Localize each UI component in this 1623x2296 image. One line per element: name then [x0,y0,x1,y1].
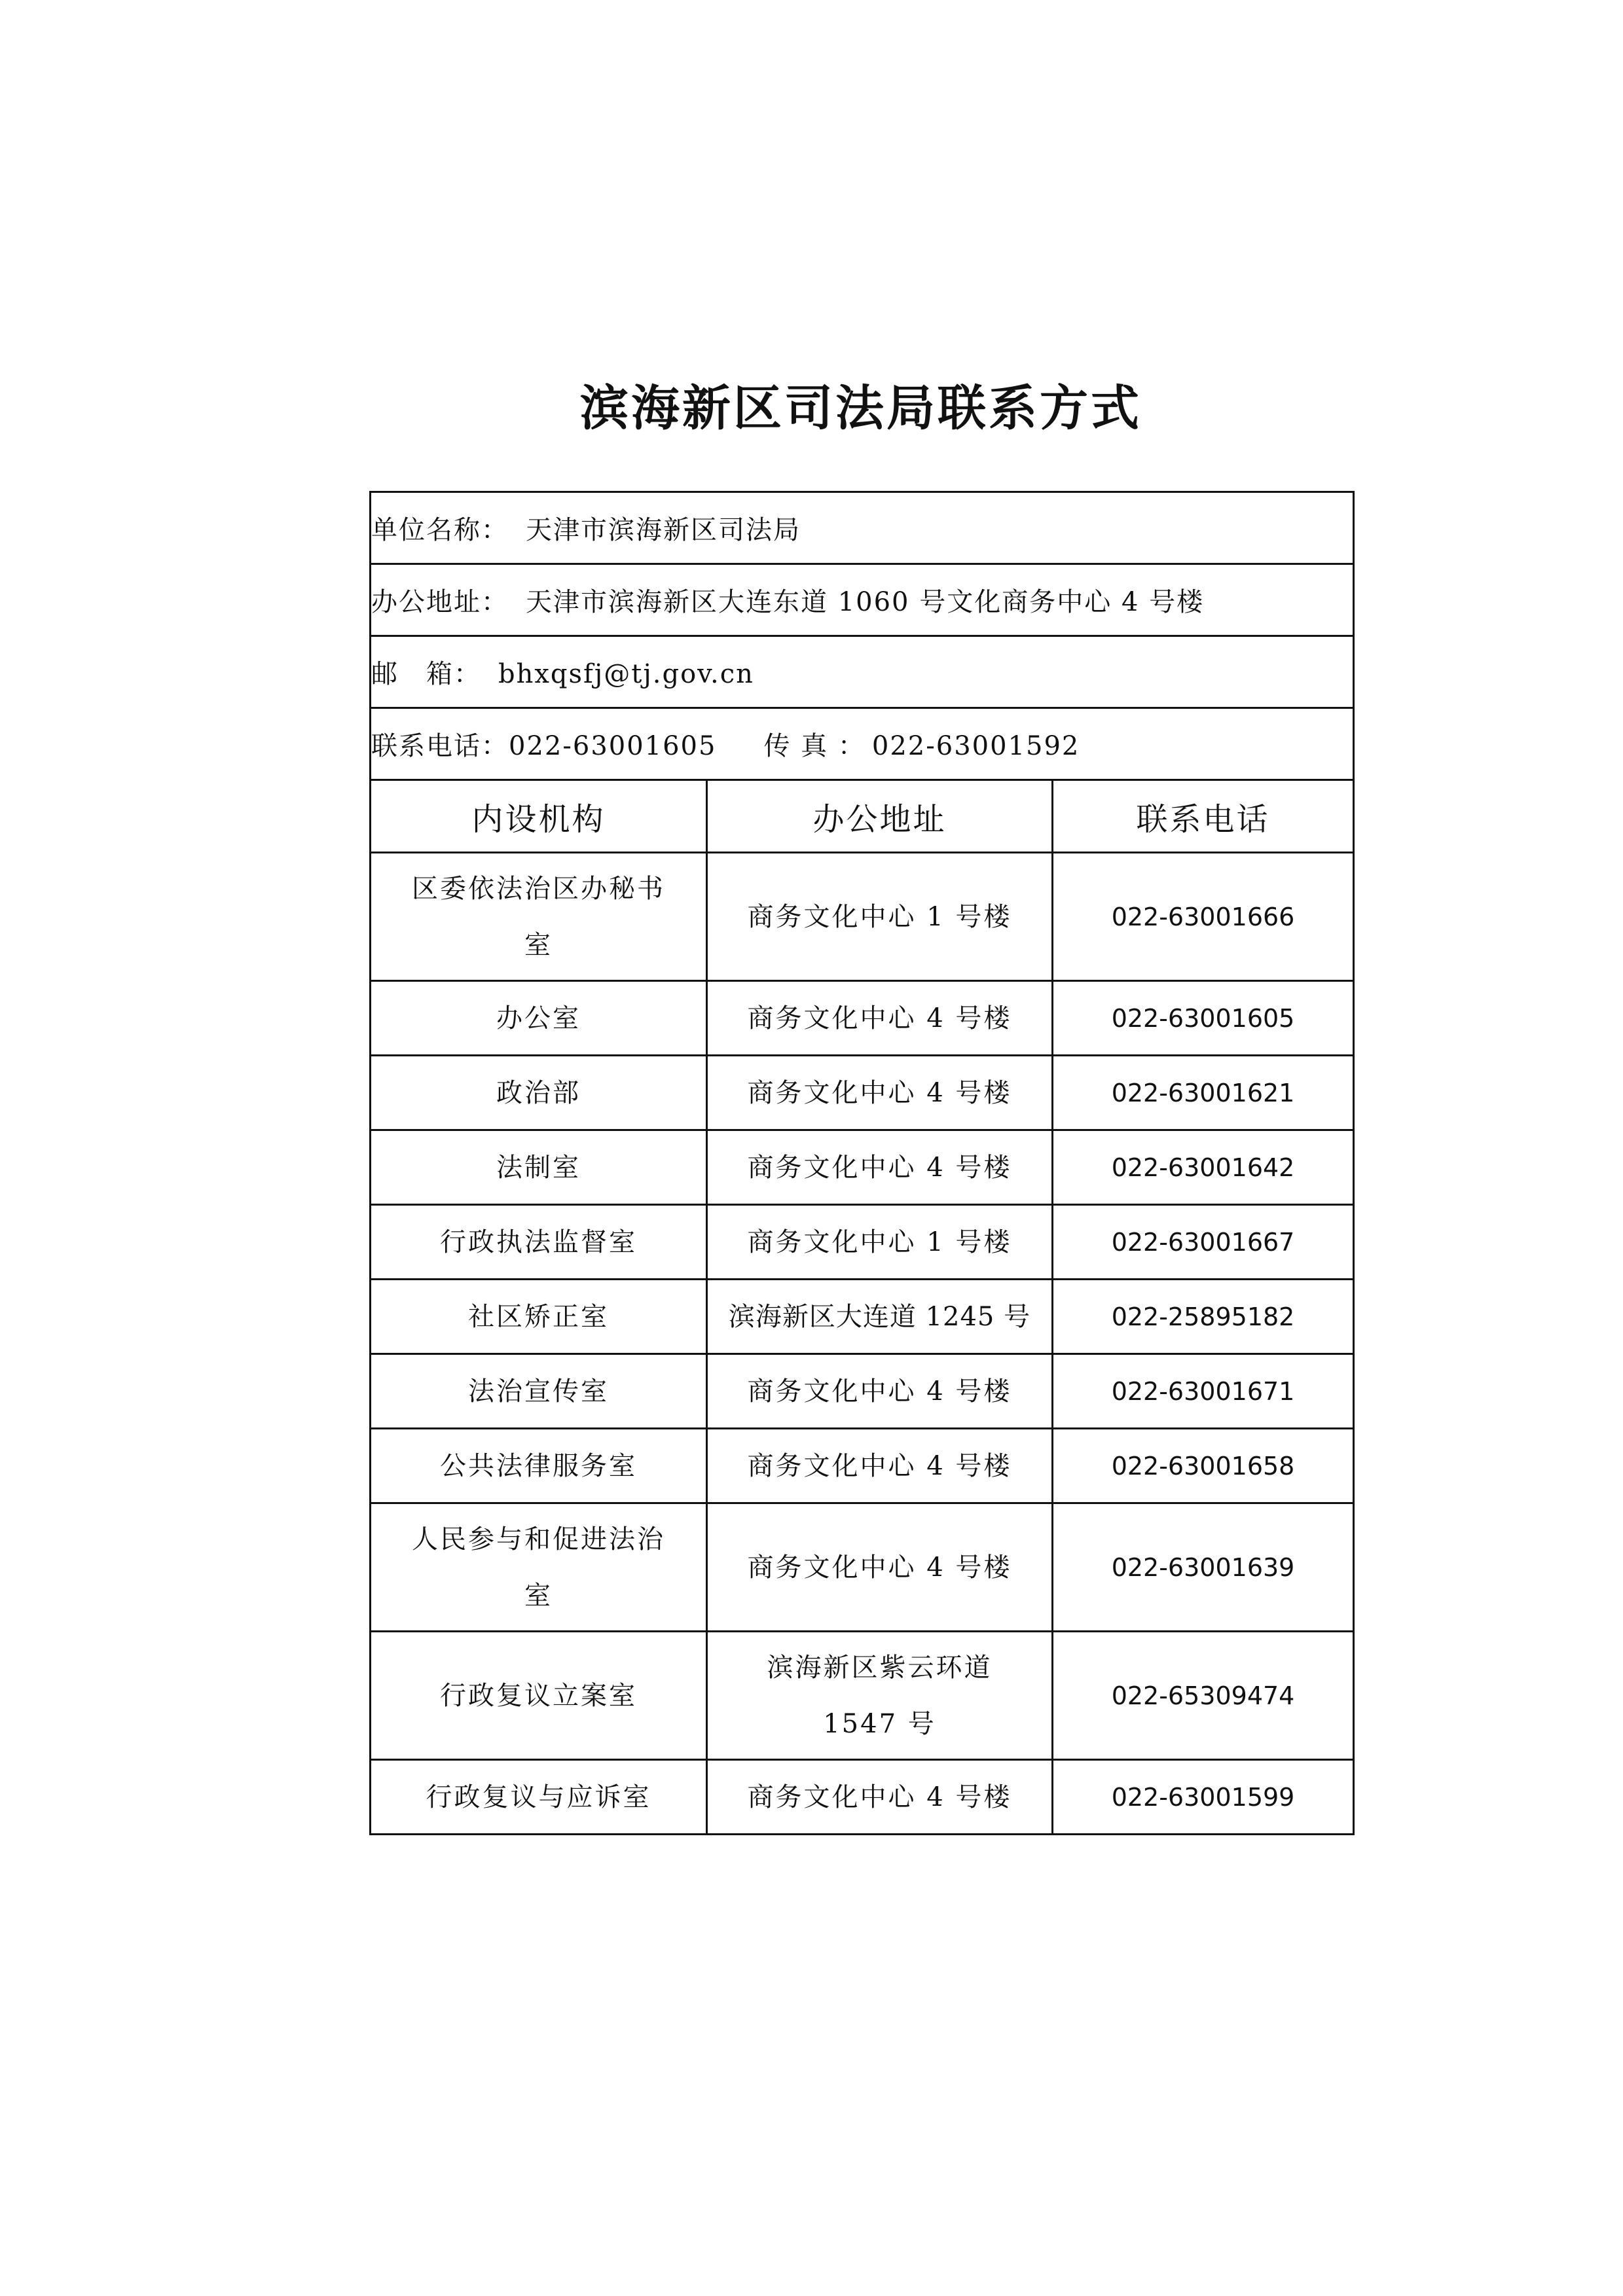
info-cell-unit [371,492,1354,564]
address-cell: 商务文化中心 4 号楼 [707,1130,1053,1205]
table-row [371,1503,1354,1632]
table-row [371,981,1354,1056]
address-value: 天津市滨海新区大连东道 1060 号文化商务中心 4 号楼 [526,587,1205,617]
address-cell: 滨海新区大连道 1245 号 [707,1280,1053,1354]
unit-label: 单位名称： [371,515,509,545]
address-cell: 商务文化中心 4 号楼 [707,1056,1053,1130]
info-row-email [371,636,1354,708]
dept-cell: 法制室 [371,1130,707,1205]
dept-cell: 行政复议与应诉室 [371,1760,707,1835]
address-cell [707,1632,1053,1760]
phone-value: 022-63001605 [509,731,717,761]
email-label: 邮 箱： [371,659,481,689]
header-address: 办公地址 [707,780,1053,853]
info-cell-address [371,564,1354,636]
table-row [371,1205,1354,1280]
address-text: 滨海新区紫云环道 1547 号 [767,1652,993,1739]
contact-table [369,491,1355,1835]
table-row [371,853,1354,981]
table-header-row [371,780,1354,853]
table-row [371,1130,1354,1205]
phone-cell: 022-63001658 [1053,1429,1354,1503]
phone-cell: 022-63001667 [1053,1205,1354,1280]
info-row-phone [371,708,1354,780]
table-row [371,1354,1354,1429]
address-cell: 商务文化中心 4 号楼 [707,1503,1053,1632]
address-cell: 商务文化中心 1 号楼 [707,853,1053,981]
dept-name: 人民参与和促进法治室 [412,1524,665,1611]
info-cell-phone [371,708,1354,780]
dept-cell: 行政复议立案室 [371,1632,707,1760]
dept-cell [371,1503,707,1632]
dept-cell: 行政执法监督室 [371,1205,707,1280]
dept-name: 区委依法治区办秘书室 [412,873,665,960]
info-row-unit [371,492,1354,564]
phone-cell: 022-65309474 [1053,1632,1354,1760]
phone-cell: 022-63001666 [1053,853,1354,981]
table-row [371,1056,1354,1130]
address-cell: 商务文化中心 1 号楼 [707,1205,1053,1280]
fax-label: 传 真 ： [763,731,866,761]
address-cell: 商务文化中心 4 号楼 [707,1429,1053,1503]
phone-cell: 022-25895182 [1053,1280,1354,1354]
info-row-address [371,564,1354,636]
header-dept: 内设机构 [371,780,707,853]
phone-cell: 022-63001639 [1053,1503,1354,1632]
phone-cell: 022-63001605 [1053,981,1354,1056]
page-title: 滨海新区司法局联系方式 [580,380,1142,437]
dept-cell: 公共法律服务室 [371,1429,707,1503]
address-cell: 商务文化中心 4 号楼 [707,1760,1053,1835]
email-value: bhxqsfj@tj.gov.cn [498,659,754,689]
fax-value: 022-63001592 [871,731,1080,761]
table-row [371,1760,1354,1835]
phone-cell: 022-63001671 [1053,1354,1354,1429]
address-cell: 商务文化中心 4 号楼 [707,981,1053,1056]
unit-value: 天津市滨海新区司法局 [526,515,801,545]
phone-cell: 022-63001621 [1053,1056,1354,1130]
table-row [371,1280,1354,1354]
address-label: 办公地址： [371,587,509,617]
phone-cell: 022-63001599 [1053,1760,1354,1835]
header-phone: 联系电话 [1053,780,1354,853]
address-cell: 商务文化中心 4 号楼 [707,1354,1053,1429]
dept-cell: 政治部 [371,1056,707,1130]
dept-cell: 法治宣传室 [371,1354,707,1429]
phone-cell: 022-63001642 [1053,1130,1354,1205]
table-row [371,1429,1354,1503]
info-cell-email [371,636,1354,708]
dept-cell [371,853,707,981]
table-row [371,1632,1354,1760]
dept-cell: 办公室 [371,981,707,1056]
phone-label: 联系电话： [371,731,509,761]
dept-cell: 社区矫正室 [371,1280,707,1354]
